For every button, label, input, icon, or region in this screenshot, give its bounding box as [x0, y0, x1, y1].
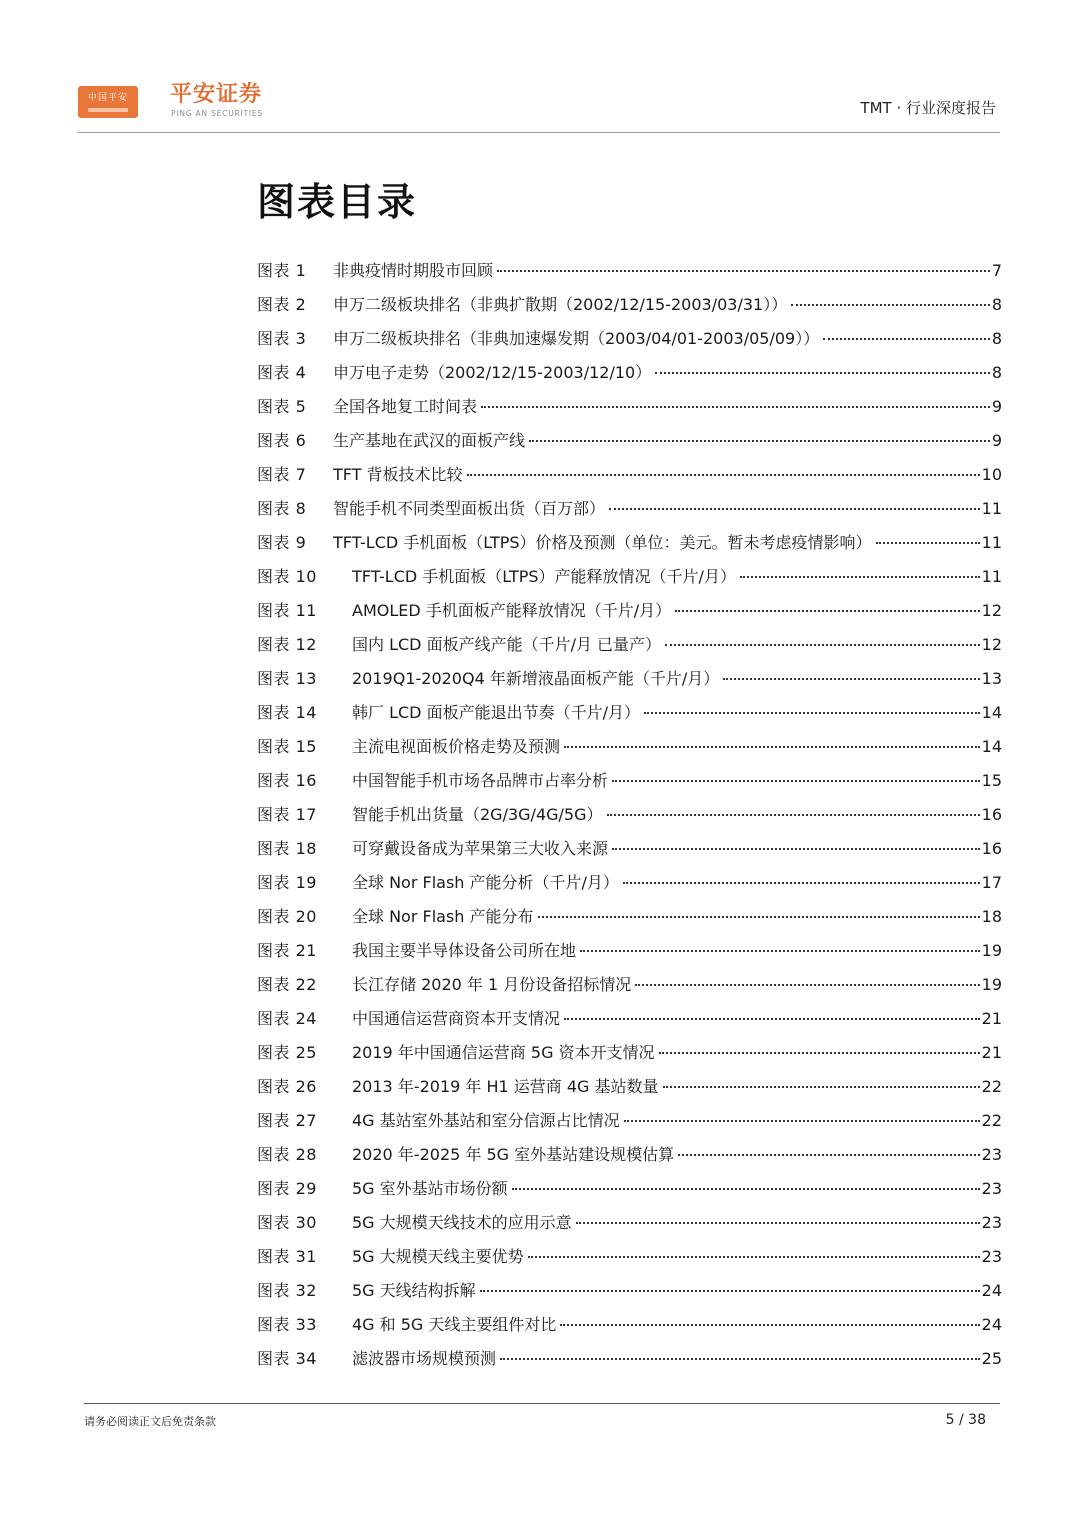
- toc-figure-number: 图表 18: [257, 839, 317, 858]
- toc-dot-leader: [876, 541, 980, 544]
- toc-figure-number: 图表 6: [257, 431, 307, 450]
- toc-entry[interactable]: [257, 834, 1002, 868]
- toc-entry[interactable]: [257, 1242, 1002, 1276]
- pingan-securities-logo-text: 平安证券: [170, 82, 263, 107]
- toc-entry[interactable]: [257, 698, 1002, 732]
- toc-figure-title: 2019Q1-2020Q4 年新增液晶面板产能（千片/月）: [352, 669, 720, 688]
- toc-dot-leader: [607, 813, 980, 816]
- toc-page-number: 11: [981, 567, 1002, 586]
- toc-page-number: 23: [981, 1145, 1002, 1164]
- toc-page-number: 11: [981, 499, 1002, 518]
- page-footer: [84, 1403, 1000, 1434]
- toc-dot-leader: [528, 1255, 980, 1258]
- toc-figure-title: 生产基地在武汉的面板产线: [333, 431, 526, 450]
- toc-dot-leader: [497, 269, 990, 272]
- toc-figure-number: 图表 2: [257, 295, 307, 314]
- toc-page-number: 23: [981, 1247, 1002, 1266]
- toc-figure-number: 图表 15: [257, 737, 317, 756]
- toc-figure-title: 可穿戴设备成为苹果第三大收入来源: [352, 839, 609, 858]
- toc-page-number: 24: [981, 1315, 1002, 1334]
- report-type: TMT · 行业深度报告: [860, 99, 996, 117]
- toc-figure-number: 图表 11: [257, 601, 317, 620]
- toc-dot-leader: [791, 303, 990, 306]
- toc-page-number: 15: [981, 771, 1002, 790]
- toc-figure-number: 图表 10: [257, 567, 317, 586]
- toc-entry[interactable]: [257, 1038, 1002, 1072]
- page-header: [78, 82, 1000, 133]
- toc-figure-number: 图表 25: [257, 1043, 317, 1062]
- toc-dot-leader: [655, 371, 990, 374]
- toc-dot-leader: [580, 949, 980, 952]
- toc-figure-number: 图表 26: [257, 1077, 317, 1096]
- toc-figure-title: 智能手机出货量（2G/3G/4G/5G）: [352, 805, 603, 824]
- toc-figure-title: 滤波器市场规模预测: [352, 1349, 497, 1368]
- page-number: 5 / 38: [945, 1412, 986, 1428]
- toc-figure-number: 图表 20: [257, 907, 317, 926]
- toc-figure-number: 图表 24: [257, 1009, 317, 1028]
- toc-page-number: 11: [981, 533, 1002, 552]
- toc-page-number: 19: [981, 975, 1002, 994]
- toc-page-number: 21: [981, 1043, 1002, 1062]
- toc-dot-leader: [564, 745, 980, 748]
- toc-figure-title: 长江存储 2020 年 1 月份设备招标情况: [352, 975, 632, 994]
- toc-figure-title: 4G 基站室外基站和室分信源占比情况: [352, 1111, 620, 1130]
- toc-figure-number: 图表 21: [257, 941, 317, 960]
- toc-dot-leader: [576, 1221, 980, 1224]
- toc-page-number: 8: [991, 329, 1002, 348]
- toc-figure-title: TFT-LCD 手机面板（LTPS）价格及预测（单位：美元。暂未考虑疫情影响）: [333, 533, 872, 552]
- toc-page-number: 8: [991, 363, 1002, 382]
- toc-entry[interactable]: [257, 290, 1002, 324]
- toc-figure-title: 4G 和 5G 天线主要组件对比: [352, 1315, 557, 1334]
- toc-dot-leader: [500, 1357, 980, 1360]
- toc-figure-number: 图表 1: [257, 261, 307, 280]
- toc-dot-leader: [678, 1153, 980, 1156]
- toc-entry[interactable]: [257, 970, 1002, 1004]
- toc-entry[interactable]: [257, 1276, 1002, 1310]
- toc-figure-title: 国内 LCD 面板产线产能（千片/月 已量产）: [352, 635, 662, 654]
- toc-dot-leader: [723, 677, 979, 680]
- toc-figure-number: 图表 28: [257, 1145, 317, 1164]
- toc-page-number: 24: [981, 1281, 1002, 1300]
- toc-dot-leader: [740, 575, 980, 578]
- toc-figure-number: 图表 34: [257, 1349, 317, 1368]
- toc-page-number: 9: [991, 397, 1002, 416]
- toc-entry[interactable]: [257, 936, 1002, 970]
- toc-page-number: 8: [991, 295, 1002, 314]
- toc-dot-leader: [467, 473, 980, 476]
- toc-page-number: 10: [981, 465, 1002, 484]
- toc-figure-number: 图表 8: [257, 499, 307, 518]
- toc-figure-number: 图表 9: [257, 533, 307, 552]
- toc-entry[interactable]: [257, 1310, 1002, 1344]
- toc-entry[interactable]: [257, 732, 1002, 766]
- toc-figure-title: 全球 Nor Flash 产能分析（千片/月）: [352, 873, 619, 892]
- toc-entry[interactable]: [257, 494, 1002, 528]
- toc-figure-title: 全国各地复工时间表: [333, 397, 478, 416]
- toc-figure-title: 韩厂 LCD 面板产能退出节奏（千片/月）: [352, 703, 640, 722]
- toc-entry[interactable]: [257, 426, 1002, 460]
- toc-entry[interactable]: [257, 1174, 1002, 1208]
- toc-entry[interactable]: [257, 324, 1002, 358]
- toc-figure-number: 图表 4: [257, 363, 307, 382]
- toc-figure-title: 2013 年-2019 年 H1 运营商 4G 基站数量: [352, 1077, 659, 1096]
- toc-figure-number: 图表 7: [257, 465, 307, 484]
- toc-entry[interactable]: [257, 902, 1002, 936]
- toc-figure-number: 图表 16: [257, 771, 317, 790]
- toc-figure-number: 图表 31: [257, 1247, 317, 1266]
- toc-figure-number: 图表 33: [257, 1315, 317, 1334]
- toc-entry[interactable]: [257, 358, 1002, 392]
- toc-entry[interactable]: [257, 1344, 1002, 1378]
- table-of-figures: [257, 256, 1002, 1378]
- toc-dot-leader: [480, 1289, 980, 1292]
- toc-figure-title: 2020 年-2025 年 5G 室外基站建设规模估算: [352, 1145, 675, 1164]
- toc-page-number: 16: [981, 805, 1002, 824]
- toc-page-number: 17: [981, 873, 1002, 892]
- toc-figure-title: 2019 年中国通信运营商 5G 资本开支情况: [352, 1043, 655, 1062]
- toc-page-number: 16: [981, 839, 1002, 858]
- toc-figure-number: 图表 22: [257, 975, 317, 994]
- disclaimer-text: 请务必阅读正文后免责条款: [84, 1415, 216, 1428]
- toc-figure-title: 5G 大规模天线技术的应用示意: [352, 1213, 572, 1232]
- toc-page-number: 12: [981, 601, 1002, 620]
- toc-entry[interactable]: [257, 596, 1002, 630]
- toc-page-number: 7: [991, 261, 1002, 280]
- toc-figure-number: 图表 13: [257, 669, 317, 688]
- logo-box-text: 中国平安: [87, 93, 128, 103]
- toc-figure-number: 图表 32: [257, 1281, 317, 1300]
- toc-figure-title: 5G 天线结构拆解: [352, 1281, 476, 1300]
- toc-figure-number: 图表 12: [257, 635, 317, 654]
- toc-figure-title: TFT 背板技术比较: [333, 465, 463, 484]
- toc-page-number: 22: [981, 1111, 1002, 1130]
- toc-entry[interactable]: [257, 664, 1002, 698]
- toc-figure-title: 智能手机不同类型面板出货（百万部）: [333, 499, 606, 518]
- toc-figure-title: 申万电子走势（2002/12/15-2003/12/10）: [333, 363, 652, 382]
- toc-page-number: 22: [981, 1077, 1002, 1096]
- toc-figure-number: 图表 30: [257, 1213, 317, 1232]
- toc-dot-leader: [644, 711, 980, 714]
- toc-entry[interactable]: [257, 766, 1002, 800]
- toc-page-number: 14: [981, 737, 1002, 756]
- toc-page-number: 12: [981, 635, 1002, 654]
- toc-figure-number: 图表 19: [257, 873, 317, 892]
- toc-figure-number: 图表 17: [257, 805, 317, 824]
- toc-dot-leader: [512, 1187, 980, 1190]
- toc-page-number: 13: [981, 669, 1002, 688]
- toc-entry[interactable]: [257, 1140, 1002, 1174]
- toc-dot-leader: [609, 507, 980, 510]
- toc-figure-title: 全球 Nor Flash 产能分布: [352, 907, 534, 926]
- toc-entry[interactable]: [257, 460, 1002, 494]
- toc-page-number: 23: [981, 1179, 1002, 1198]
- toc-dot-leader: [612, 779, 980, 782]
- toc-dot-leader: [823, 337, 990, 340]
- toc-dot-leader: [564, 1017, 980, 1020]
- toc-page-number: 14: [981, 703, 1002, 722]
- toc-figure-title: 中国智能手机市场各品牌市占率分析: [352, 771, 609, 790]
- toc-dot-leader: [624, 1119, 980, 1122]
- toc-page-number: 18: [981, 907, 1002, 926]
- toc-figure-title: AMOLED 手机面板产能释放情况（千片/月）: [352, 601, 672, 620]
- toc-dot-leader: [612, 847, 980, 850]
- logo-box-bar: [88, 108, 128, 112]
- toc-entry[interactable]: [257, 1072, 1002, 1106]
- toc-entry[interactable]: [257, 630, 1002, 664]
- toc-figure-number: 图表 29: [257, 1179, 317, 1198]
- toc-entry[interactable]: [257, 1208, 1002, 1242]
- pingan-securities-logo-subtitle: PING AN SECURITIES: [171, 109, 264, 118]
- toc-entry[interactable]: [257, 562, 1002, 596]
- toc-figure-title: 中国通信运营商资本开支情况: [352, 1009, 561, 1028]
- toc-page-number: 21: [981, 1009, 1002, 1028]
- toc-dot-leader: [529, 439, 990, 442]
- page-title: 图表目录: [257, 180, 418, 224]
- toc-figure-title: 申万二级板块排名（非典扩散期（2002/12/15-2003/03/31））: [333, 295, 788, 314]
- toc-entry[interactable]: [257, 528, 1002, 562]
- toc-figure-title: 主流电视面板价格走势及预测: [352, 737, 561, 756]
- toc-dot-leader: [538, 915, 980, 918]
- china-pingan-logo: [78, 86, 138, 118]
- toc-entry[interactable]: [257, 256, 1002, 290]
- toc-page-number: 9: [991, 431, 1002, 450]
- toc-entry[interactable]: [257, 1004, 1002, 1038]
- toc-figure-title: TFT-LCD 手机面板（LTPS）产能释放情况（千片/月）: [352, 567, 736, 586]
- toc-figure-number: 图表 5: [257, 397, 307, 416]
- toc-dot-leader: [481, 405, 990, 408]
- toc-figure-number: 图表 14: [257, 703, 317, 722]
- toc-dot-leader: [675, 609, 979, 612]
- toc-dot-leader: [665, 643, 980, 646]
- toc-page-number: 23: [981, 1213, 1002, 1232]
- toc-figure-title: 非典疫情时期股市回顾: [333, 261, 494, 280]
- toc-figure-number: 图表 27: [257, 1111, 317, 1130]
- toc-dot-leader: [560, 1323, 979, 1326]
- toc-entry[interactable]: [257, 800, 1002, 834]
- toc-entry[interactable]: [257, 392, 1002, 426]
- toc-dot-leader: [659, 1051, 980, 1054]
- toc-figure-title: 5G 大规模天线主要优势: [352, 1247, 524, 1266]
- toc-dot-leader: [623, 881, 980, 884]
- toc-page-number: 19: [981, 941, 1002, 960]
- toc-figure-title: 5G 室外基站市场份额: [352, 1179, 508, 1198]
- toc-entry[interactable]: [257, 868, 1002, 902]
- toc-page-number: 25: [981, 1349, 1002, 1368]
- toc-dot-leader: [663, 1085, 980, 1088]
- toc-figure-number: 图表 3: [257, 329, 307, 348]
- toc-dot-leader: [635, 983, 979, 986]
- toc-figure-title: 我国主要半导体设备公司所在地: [352, 941, 577, 960]
- toc-entry[interactable]: [257, 1106, 1002, 1140]
- toc-figure-title: 申万二级板块排名（非典加速爆发期（2003/04/01-2003/05/09））: [333, 329, 820, 348]
